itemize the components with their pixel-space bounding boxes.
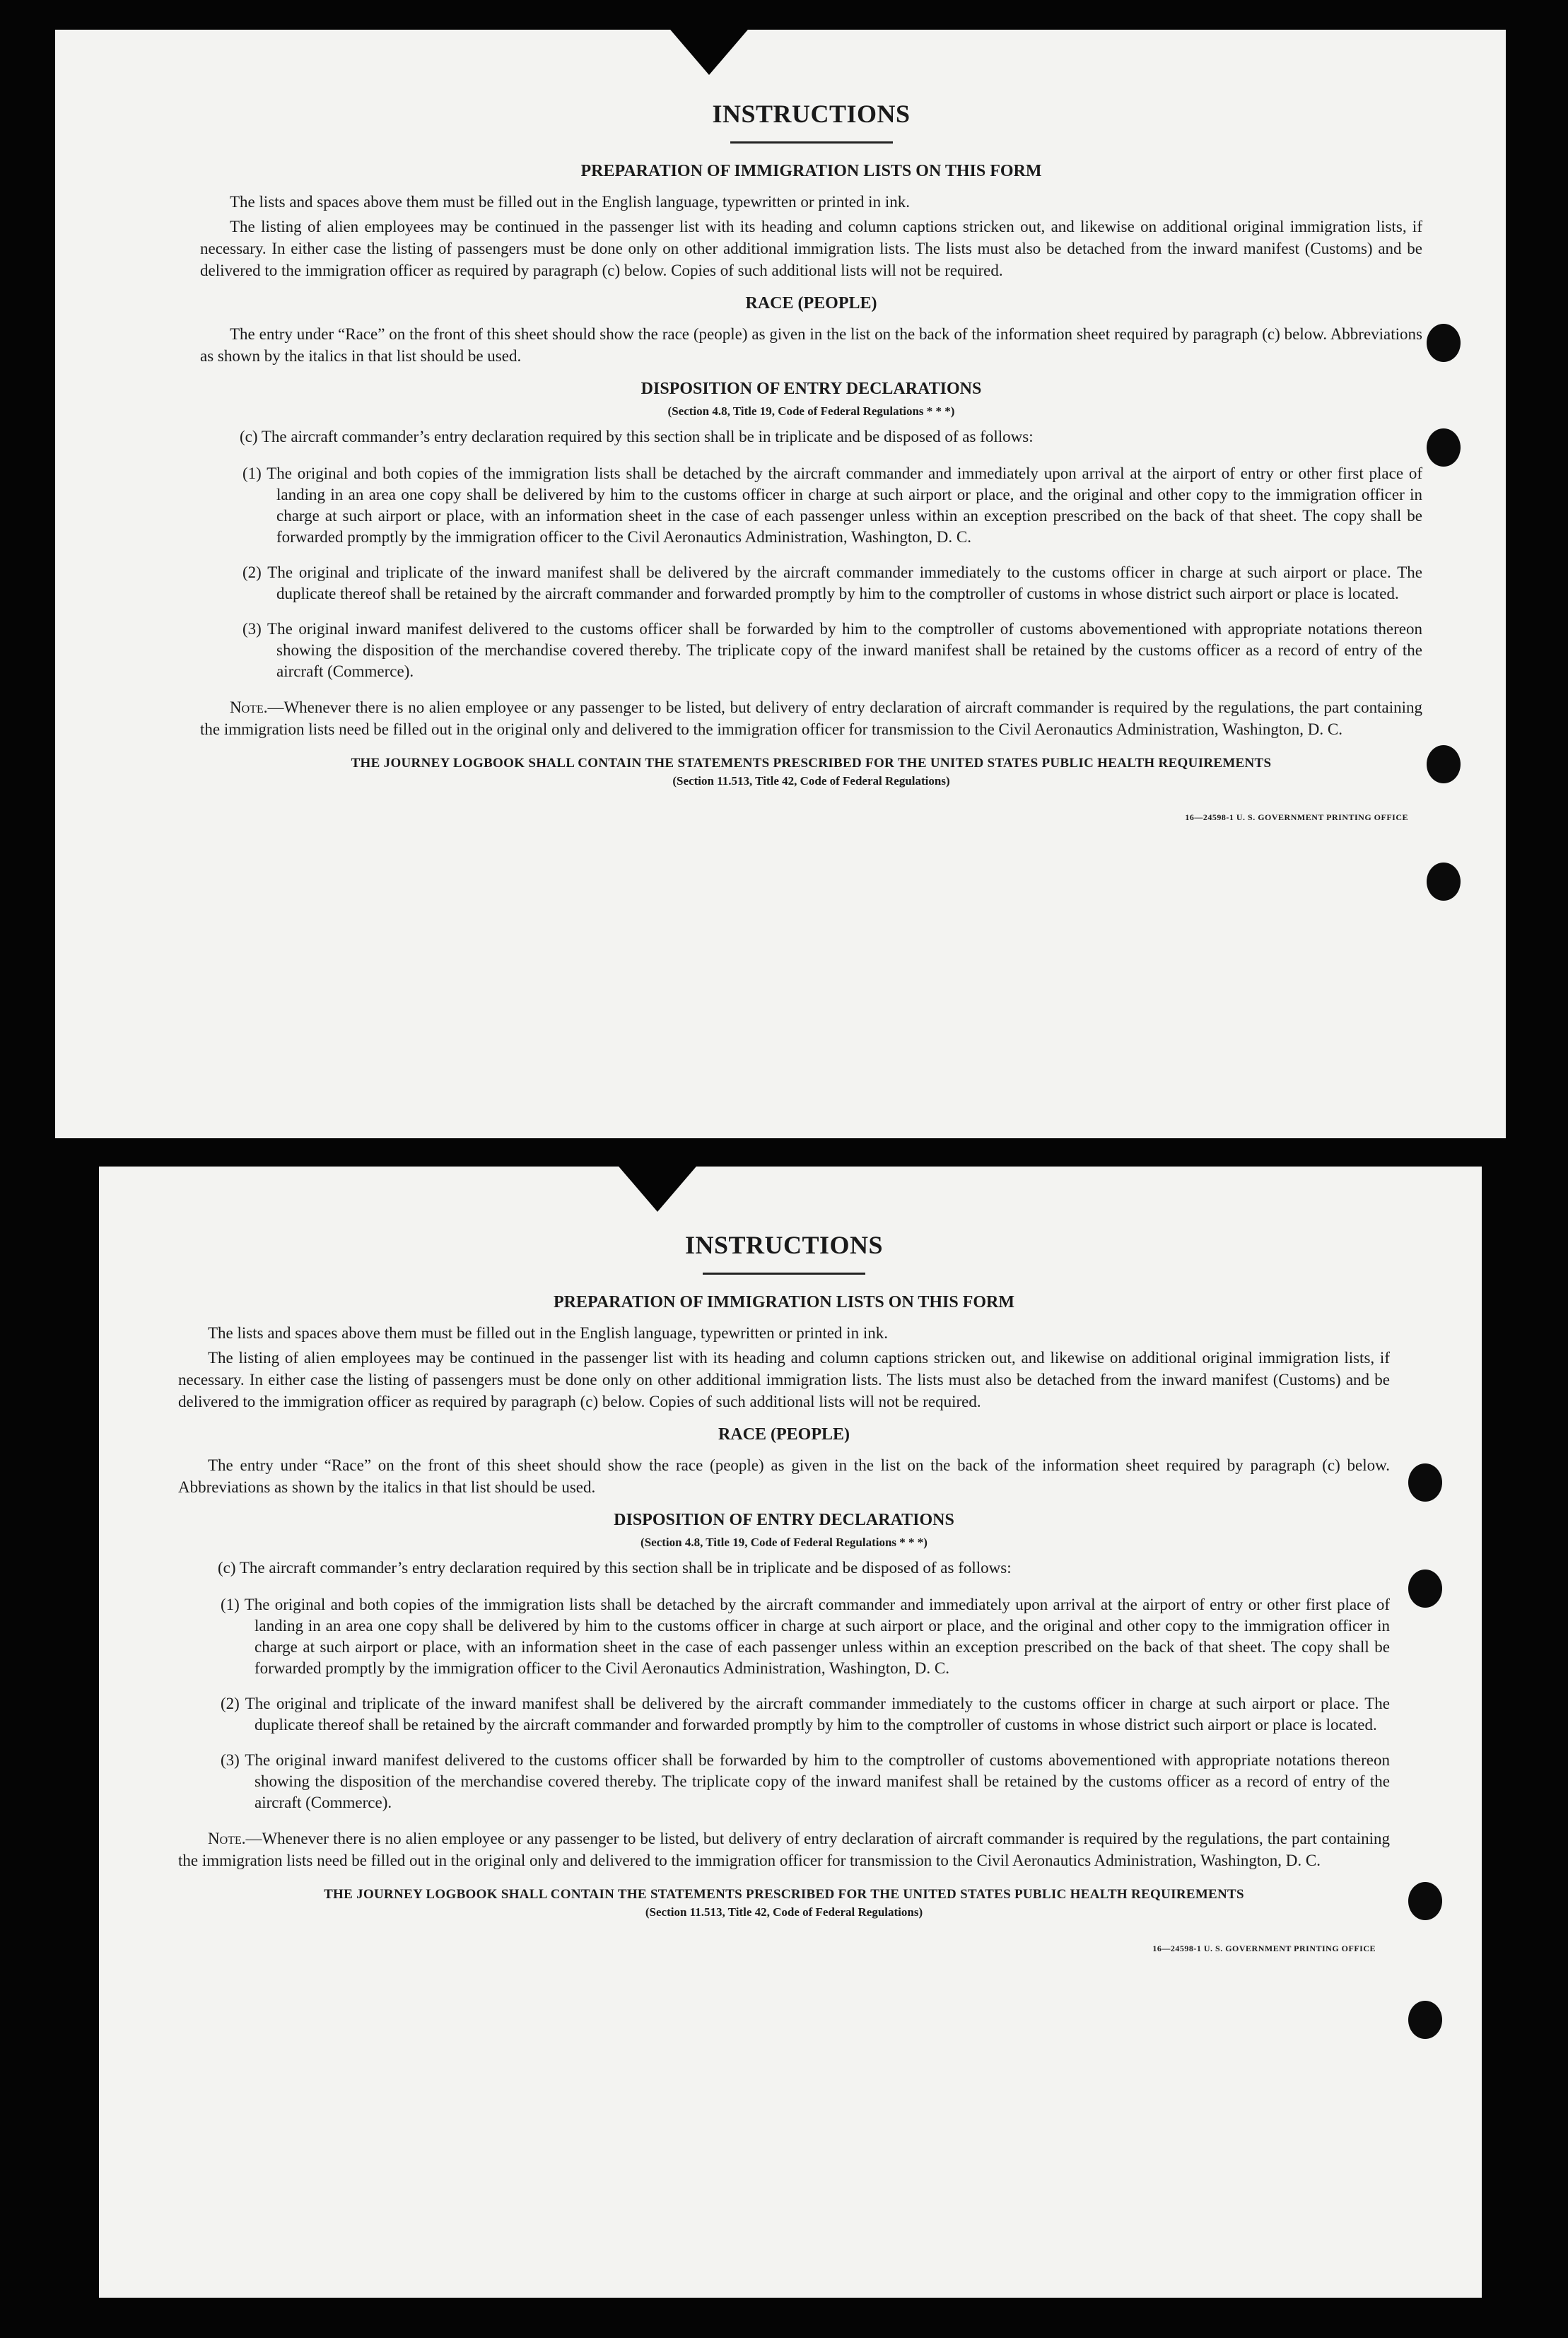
instructions-content: [55, 30, 1506, 823]
printing-imprint: 16—24598-1 U. S. GOVERNMENT PRINTING OFFICE: [1152, 1944, 1376, 1953]
section-heading-preparation: PREPARATION OF IMMIGRATION LISTS ON THIS FORM: [553, 1293, 1015, 1311]
note-text: —Whenever there is no alien employee or any passenger to be listed, but delivery of entry declaration of aircraft commander is required by the regulations, the part containing the immigration lists need be filled out in the original only and delivered to the immigration officer for transmission to the Civil Aeronautics Administration, Washington, D. C.: [178, 1830, 1390, 1869]
page-title: INSTRUCTIONS: [712, 100, 911, 128]
section-heading-race: RACE (PEOPLE): [745, 294, 877, 312]
form-sheet-top: [55, 30, 1506, 1138]
section-heading-disposition: DISPOSITION OF ENTRY DECLARATIONS: [640, 380, 982, 398]
paragraph-prep-2: The listing of alien employees may be continued in the passenger list with its heading and column captions stricken out, and likewise on additional original immigration lists, if necessary. In either case the listing of passengers must be done only on other additional immigration lists. The lists must also be detached from the inward manifest (Customs) and be delivered to the immigration officer as required by paragraph (c) below. Copies of such additional lists will not be required.: [200, 218, 1422, 279]
list-item: (2) The original and triplicate of the inward manifest shall be delivered by the aircraft commander immediately to the customs officer in charge at such airport or place. The duplicate thereof shall be retained by the aircraft commander and forwarded promptly by him to the comptroller of customs in whose district such airport or place is located.: [242, 563, 1422, 602]
form-sheet-bottom: [99, 1167, 1482, 2298]
section-heading-preparation: PREPARATION OF IMMIGRATION LISTS ON THIS FORM: [580, 162, 1042, 180]
section-heading-race: RACE (PEOPLE): [718, 1425, 850, 1444]
printing-imprint: 16—24598-1 U. S. GOVERNMENT PRINTING OFFICE: [1185, 812, 1408, 822]
note-paragraph: [200, 696, 1422, 740]
list-item: (1) The original and both copies of the immigration lists shall be detached by the aircraft commander and immediately upon arrival at the airport of entry or other first place of landing in an area one copy shall be delivered by him to the customs officer in charge at such airport or place, and the original and other copy to the immigration officer in charge at such airport or place, with an information sheet in the case of each passenger unless within an exception prescribed on the back of that sheet. The copy shall be forwarded promptly by the immigration officer to the Civil Aeronautics Administration, Washington, D. C.: [221, 1596, 1390, 1677]
paragraph-race: The entry under “Race” on the front of this sheet should show the race (people) as given in the list on the back of the information sheet required by paragraph (c) below. Abbreviations as shown by the italics in that list should be used.: [200, 325, 1422, 365]
footer-citation: (Section 11.513, Title 42, Code of Federal Regulations): [645, 1905, 923, 1919]
footer-heading: THE JOURNEY LOGBOOK SHALL CONTAIN THE STATEMENTS PRESCRIBED FOR THE UNITED STATES PUBLIC HEALTH REQUIREMENTS: [324, 1887, 1244, 1902]
instructions-content: [99, 1167, 1482, 1954]
title-rule: [730, 141, 893, 144]
section-heading-disposition: DISPOSITION OF ENTRY DECLARATIONS: [614, 1511, 954, 1529]
list-item: (3) The original inward manifest delivered to the customs officer shall be forwarded by him to the comptroller of customs abovementioned with appropriate notations thereon showing the disposition of the merchandise covered thereby. The triplicate copy of the inward manifest shall be retained by the customs officer as a record of entry of the aircraft (Commerce).: [242, 620, 1422, 680]
note-text: —Whenever there is no alien employee or any passenger to be listed, but delivery of entry declaration of aircraft commander is required by the regulations, the part containing the immigration lists need be filled out in the original only and delivered to the immigration officer for transmission to the Civil Aeronautics Administration, Washington, D. C.: [200, 699, 1422, 738]
list-item: (2) The original and triplicate of the inward manifest shall be delivered by the aircraft commander immediately to the customs officer in charge at such airport or place. The duplicate thereof shall be retained by the aircraft commander and forwarded promptly by him to the comptroller of customs in whose district such airport or place is located.: [221, 1695, 1390, 1734]
note-label: Note.: [208, 1830, 246, 1847]
note-label: Note.: [230, 699, 268, 716]
list-item: (1) The original and both copies of the immigration lists shall be detached by the aircraft commander and immediately upon arrival at the airport of entry or other first place of landing in an area one copy shall be delivered by him to the customs officer in charge at such airport or place, and the original and other copy to the immigration officer in charge at such airport or place, with an information sheet in the case of each passenger unless within an exception prescribed on the back of that sheet. The copy shall be forwarded promptly by the immigration officer to the Civil Aeronautics Administration, Washington, D. C.: [242, 464, 1422, 546]
footer-heading: THE JOURNEY LOGBOOK SHALL CONTAIN THE STATEMENTS PRESCRIBED FOR THE UNITED STATES PUBLIC HEALTH REQUIREMENTS: [351, 756, 1272, 771]
paragraph-prep-1: The lists and spaces above them must be filled out in the English language, typewritten or printed in ink.: [208, 1324, 888, 1342]
paragraph-c: (c) The aircraft commander’s entry declaration required by this section shall be in triplicate and be disposed of as follows:: [240, 428, 1034, 445]
footer-citation: (Section 11.513, Title 42, Code of Federal Regulations): [672, 774, 950, 788]
disposition-citation: (Section 4.8, Title 19, Code of Federal Regulations * * *): [640, 1536, 928, 1549]
title-rule: [703, 1273, 865, 1275]
note-paragraph: [178, 1828, 1390, 1871]
paragraph-race: The entry under “Race” on the front of this sheet should show the race (people) as given in the list on the back of the information sheet required by paragraph (c) below. Abbreviations as shown by the italics in that list should be used.: [178, 1456, 1390, 1496]
paragraph-c: (c) The aircraft commander’s entry declaration required by this section shall be in triplicate and be disposed of as follows:: [218, 1559, 1012, 1577]
disposition-citation: (Section 4.8, Title 19, Code of Federal Regulations * * *): [667, 404, 955, 418]
paragraph-prep-2: The listing of alien employees may be continued in the passenger list with its heading and column captions stricken out, and likewise on additional original immigration lists, if necessary. In either case the listing of passengers must be done only on other additional immigration lists. The lists must also be detached from the inward manifest (Customs) and be delivered to the immigration officer as required by paragraph (c) below. Copies of such additional lists will not be required.: [178, 1349, 1390, 1410]
punch-hole: [1408, 2001, 1442, 2039]
page-title: INSTRUCTIONS: [684, 1231, 884, 1259]
paragraph-prep-1: The lists and spaces above them must be filled out in the English language, typewritten or printed in ink.: [230, 193, 910, 211]
punch-hole: [1427, 863, 1461, 901]
list-item: (3) The original inward manifest delivered to the customs officer shall be forwarded by him to the comptroller of customs abovementioned with appropriate notations thereon showing the disposition of the merchandise covered thereby. The triplicate copy of the inward manifest shall be retained by the customs officer as a record of entry of the aircraft (Commerce).: [221, 1751, 1390, 1811]
